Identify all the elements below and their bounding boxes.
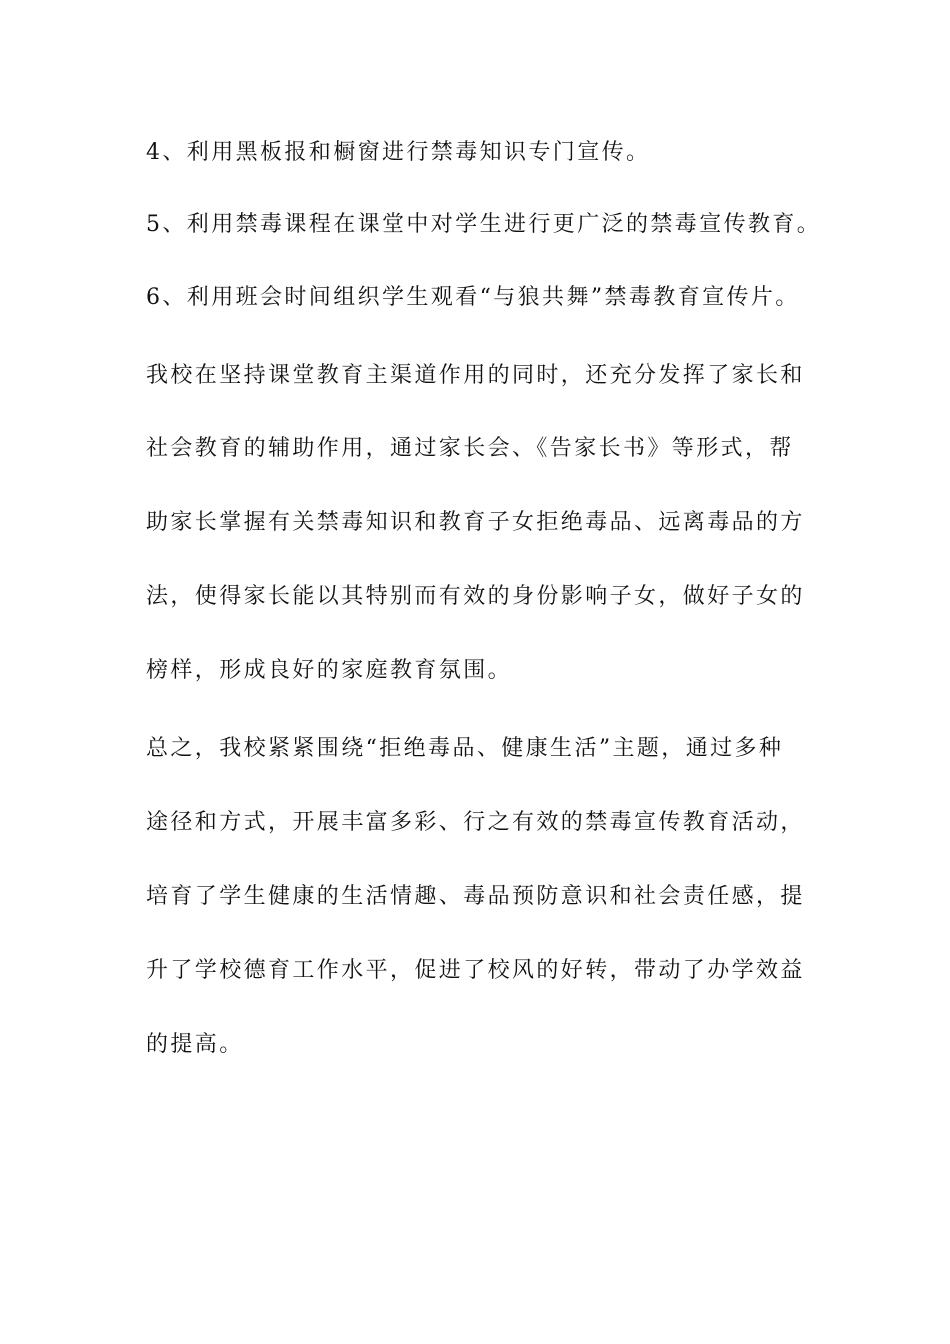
paragraph-item-5: 5、利用禁毒课程在课堂中对学生进行更广泛的禁毒宣传教育。 <box>146 212 822 237</box>
paragraph-line: 我校在坚持课堂教育主渠道作用的同时，还充分发挥了家长和 <box>146 363 805 388</box>
paragraph-line: 途径和方式，开展丰富多彩、行之有效的禁毒宣传教育活动， <box>146 810 805 835</box>
paragraph-line: 法，使得家长能以其特别而有效的身份影响子女，做好子女的 <box>146 584 805 609</box>
paragraph-line: 培育了学生健康的生活情趣、毒品预防意识和社会责任感，提 <box>146 884 805 909</box>
paragraph-line: 榜样，形成良好的家庭教育氛围。 <box>146 658 513 683</box>
paragraph-line: 总之，我校紧紧围绕“拒绝毒品、健康生活”主题，通过多种 <box>146 736 784 761</box>
paragraph-item-6: 6、利用班会时间组织学生观看“与狼共舞”禁毒教育宣传片。 <box>146 285 800 310</box>
paragraph-line: 助家长掌握有关禁毒知识和教育子女拒绝毒品、远离毒品的方 <box>146 510 805 535</box>
paragraph-line: 社会教育的辅助作用，通过家长会、《告家长书》等形式，帮 <box>146 436 794 461</box>
paragraph-line: 的提高。 <box>146 1032 244 1057</box>
paragraph-item-4: 4、利用黑板报和橱窗进行禁毒知识专门宣传。 <box>146 140 651 165</box>
paragraph-line: 升了学校德育工作水平，促进了校风的好转，带动了办学效益 <box>146 958 805 983</box>
